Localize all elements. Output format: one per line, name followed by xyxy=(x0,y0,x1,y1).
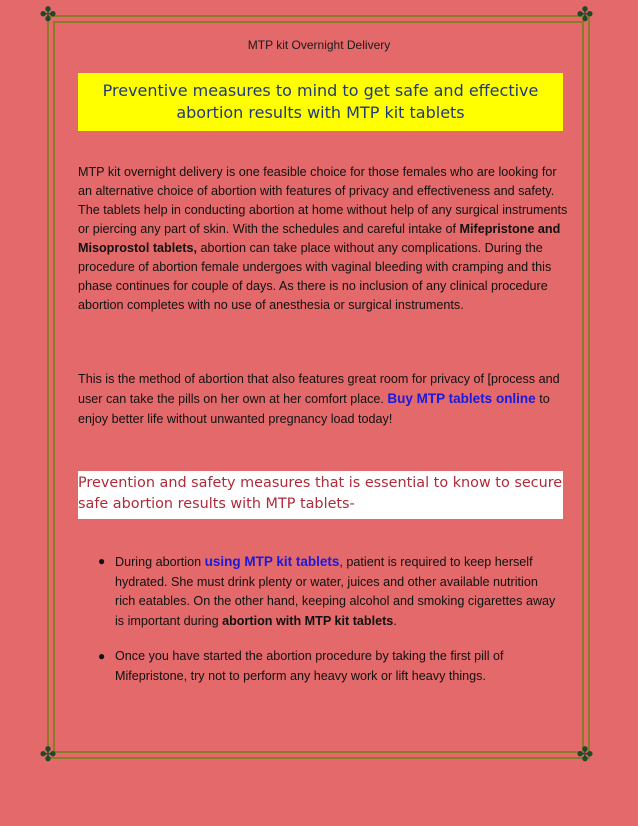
page-header-title: MTP kit Overnight Delivery xyxy=(247,38,391,52)
list-item xyxy=(78,552,558,631)
bullet2-text-a: Once you have started the abortion procedure by taking the first pill of Mifepristone, try not to perform any heavy work or lift heavy things. xyxy=(115,649,504,683)
privacy-paragraph xyxy=(78,369,568,429)
bullet1-text-c: . xyxy=(393,613,397,628)
list-item xyxy=(78,647,558,686)
privacy-text-a: This is the method of abortion that also features great room for privacy of [process and user can take the pills on her own at her comfort place. xyxy=(78,372,560,406)
bullet-icon: ● xyxy=(98,649,106,663)
floral-corner-icon: ✤ xyxy=(39,744,57,766)
bullet-icon: ● xyxy=(98,554,106,568)
intro-text-a: MTP kit overnight delivery is one feasible choice for those females who are looking for an alternative choice of abortion with features of privacy and effectiveness and safety. The tablets help in conducting abortion at home without help of any surgical instruments or piercing any part of skin. With the schedules and careful intake of xyxy=(78,165,568,236)
section-subheading xyxy=(78,471,563,519)
privacy-text-b: to enjoy better life without unwanted pregnancy load today! xyxy=(78,392,550,426)
bullet1-text-a: During abortion xyxy=(115,555,205,569)
banner-heading-text: Preventive measures to mind to get safe and effective abortion results with MTP kit tablets xyxy=(102,81,539,122)
banner-heading xyxy=(78,73,563,131)
buy-mtp-link[interactable]: Buy MTP tablets online xyxy=(387,391,536,406)
bullet1-bold-text: abortion with MTP kit tablets xyxy=(222,613,394,628)
floral-corner-icon: ✤ xyxy=(576,744,594,766)
mtp-kit-link[interactable]: using MTP kit tablets xyxy=(204,554,340,569)
intro-bold-text: Mifepristone and Misoprostol tablets, xyxy=(78,222,561,255)
floral-corner-icon: ✤ xyxy=(39,4,57,26)
bullet1-text-b: , patient is required to keep herself hydrated. She must drink plenty or water, juices and other available nutrition rich eatables. On the other hand, keeping alcohol and smoking cigarettes away is important during xyxy=(115,555,556,628)
subheading-text: Prevention and safety measures that is essential to know to secure safe abortion results with MTP tablets- xyxy=(78,475,563,512)
intro-text-b: abortion can take place without any complications. During the procedure of abortion female undergoes with vaginal bleeding with cramping and this phase continues for couple of days. As there is no inclusion of any clinical procedure abortion completes with no use of anesthesia or surgical instruments. xyxy=(78,241,552,312)
intro-paragraph xyxy=(78,163,568,315)
safety-bullet-list xyxy=(78,552,558,702)
floral-corner-icon: ✤ xyxy=(576,4,594,26)
